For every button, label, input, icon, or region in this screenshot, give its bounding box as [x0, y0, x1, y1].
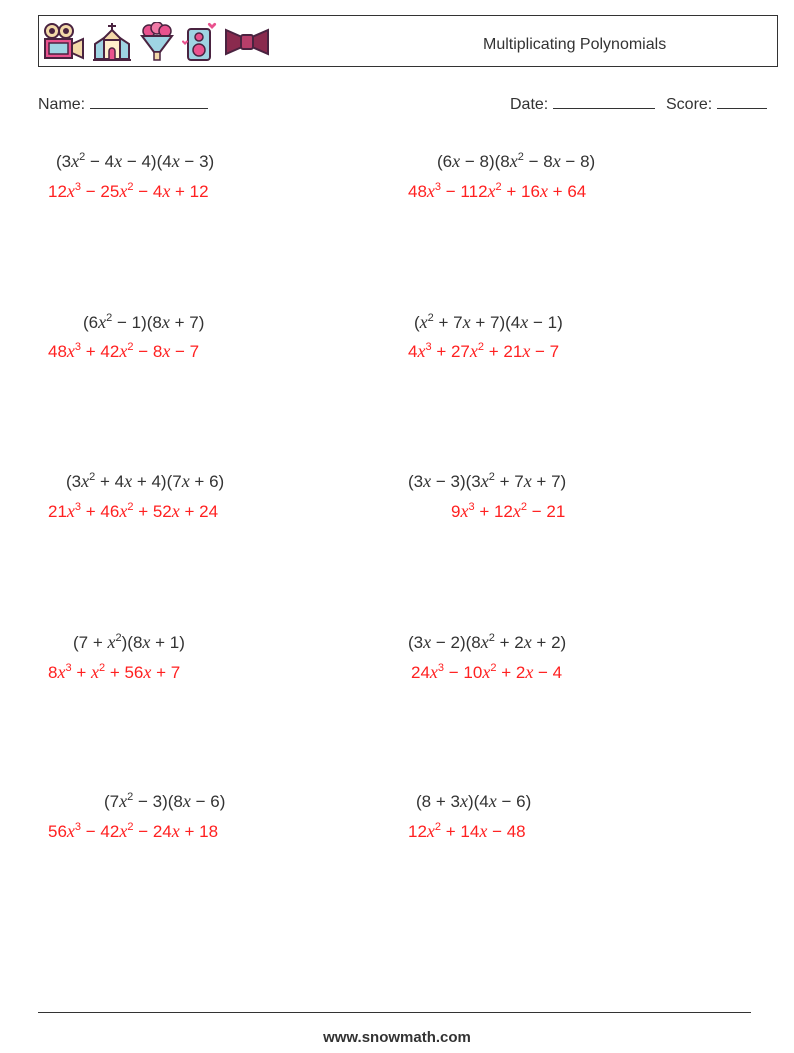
score-blank — [717, 94, 767, 109]
problem-expression: $(x^2 + 7x + 7)(4x - 1)$ — [414, 312, 563, 332]
date-label: Date: — [510, 96, 549, 113]
footer-url: www.snowmath.com — [323, 1029, 471, 1046]
answer-expression: $12x^3 - 25x^2 - 4x + 12$ — [48, 181, 209, 201]
answer-expression: $21x^3 + 46x^2 + 52x + 24$ — [48, 501, 219, 521]
answer-expression: $4x^3 + 27x^2 + 21x - 7$ — [408, 341, 560, 361]
score-label: Score: — [666, 96, 713, 113]
answer-expression: $48x^3 - 112x^2 + 16x + 64$ — [408, 181, 587, 201]
name-field — [38, 94, 208, 114]
bow-tie-icon — [224, 22, 270, 62]
movie-camera-icon — [42, 22, 86, 62]
problem-expression: $(3x^2 + 4x + 4)(7x + 6)$ — [66, 471, 225, 491]
name-label: Name: — [38, 96, 86, 113]
problem-expression: $(3x - 2)(8x^2 + 2x + 2)$ — [408, 632, 567, 652]
answer-expression: $8x^3 + x^2 + 56x + 7$ — [48, 662, 181, 682]
header-icons — [42, 22, 270, 62]
problem-expression: $(6x - 8)(8x^2 - 8x - 8)$ — [437, 151, 596, 171]
score-field — [666, 94, 767, 114]
answer-expression: $12x^2 + 14x - 48$ — [408, 821, 526, 841]
date-blank — [553, 94, 655, 109]
date-field — [510, 94, 655, 114]
answer-expression: $9x^3 + 12x^2 - 21$ — [451, 501, 566, 521]
answer-expression: $56x^3 - 42x^2 - 24x + 18$ — [48, 821, 219, 841]
worksheet-title: Multiplicating Polynomials — [483, 36, 667, 53]
name-blank — [90, 94, 208, 109]
answer-expression: $24x^3 - 10x^2 + 2x - 4$ — [411, 662, 563, 682]
speaker-icon — [182, 22, 218, 62]
chapel-icon — [92, 22, 132, 62]
problem-expression: $(7 + x^2)(8x + 1)$ — [73, 632, 185, 652]
answer-expression: $48x^3 + 42x^2 - 8x - 7$ — [48, 341, 200, 361]
worksheet-header — [38, 15, 778, 67]
problem-expression: $(6x^2 - 1)(8x + 7)$ — [83, 312, 205, 332]
problem-expression: $(7x^2 - 3)(8x - 6)$ — [104, 791, 226, 811]
problem-expression: (8 + 3x)(4x − 6) — [416, 791, 532, 811]
bouquet-icon — [138, 22, 176, 62]
footer-divider — [38, 1012, 751, 1013]
problem-expression: $(3x^2 - 4x - 4)(4x - 3)$ — [56, 151, 215, 171]
problem-expression: $(3x - 3)(3x^2 + 7x + 7)$ — [408, 471, 567, 491]
